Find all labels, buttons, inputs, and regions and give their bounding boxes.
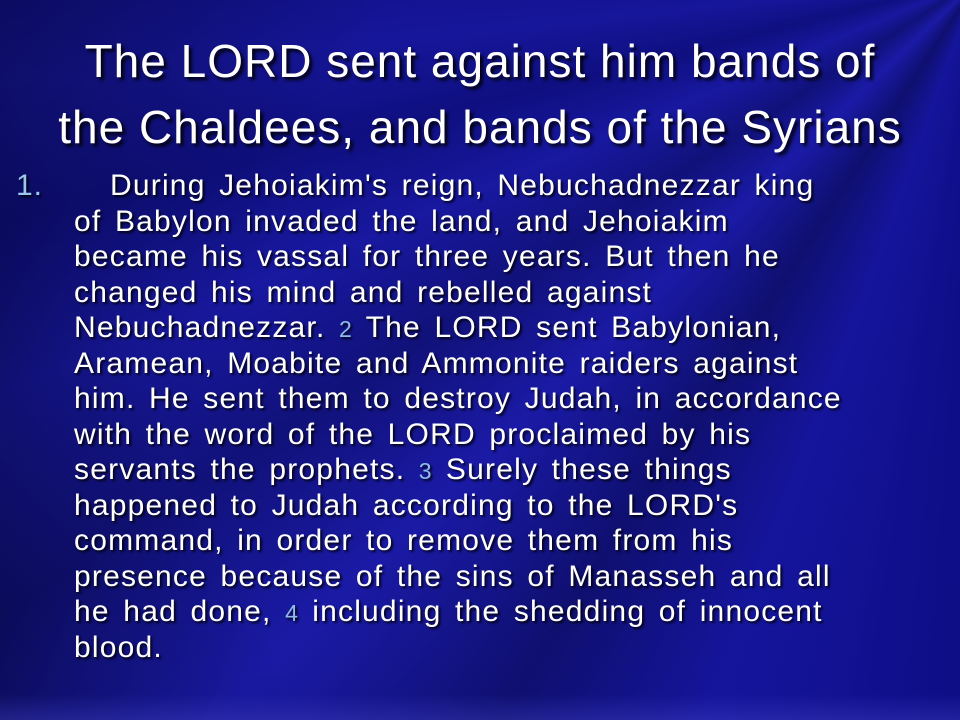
body-text-segment: Aramean, Moabite and Ammonite raiders against (74, 346, 799, 380)
body-text-segment: he had done, (74, 595, 286, 628)
body-line (74, 452, 950, 488)
body-line (74, 488, 950, 524)
slide-title (0, 28, 960, 160)
body-line (74, 204, 950, 240)
body-text-segment: servants the prophets. (74, 453, 419, 486)
body-line (74, 523, 950, 559)
body-line (74, 417, 950, 453)
title-line-2: the Chaldees, and bands of the Syrians (58, 101, 902, 153)
body-line (74, 239, 950, 275)
body-line (74, 168, 950, 204)
body-line (74, 559, 950, 595)
body-line (74, 310, 950, 346)
body-text-segment: became his vassal for three years. But then he (74, 240, 780, 273)
verse-number: 3 (418, 458, 433, 484)
body-text-segment: Nebuchadnezzar. (74, 311, 340, 344)
body-text-segment: him. He sent them to destroy Judah, in accordance (74, 382, 842, 415)
body-text-segment: happened to Judah according to the LORD's (74, 488, 739, 522)
body-text-segment: The LORD sent Babylonian, (352, 311, 782, 344)
body-text-segment: command, in order to remove them from his (74, 524, 734, 557)
body-text-segment: presence because of the sins of Manasseh and all (74, 559, 831, 593)
body-line (74, 630, 950, 666)
body-text-segment: of Babylon invaded the land, and Jehoiakim (74, 204, 729, 238)
verse-number: 2 (339, 316, 353, 342)
body-line (74, 275, 950, 311)
body-text-segment: During Jehoiakim's reign, Nebuchadnezzar king (110, 169, 815, 202)
list-number: 1. (16, 169, 44, 202)
body-text-segment: including the shedding of innocent (298, 595, 823, 628)
body-line (74, 594, 950, 630)
title-line-1: The LORD sent against him bands of (84, 35, 876, 87)
verse-number: 4 (285, 600, 299, 626)
body-line (74, 381, 950, 417)
body-text (74, 168, 950, 665)
body-text-segment: changed his mind and rebelled against (74, 275, 653, 309)
body-text-segment: blood. (74, 630, 163, 664)
body-text-segment: Surely these things (432, 453, 732, 486)
body-text-segment: with the word of the LORD proclaimed by his (74, 417, 752, 451)
body-line (74, 346, 950, 382)
